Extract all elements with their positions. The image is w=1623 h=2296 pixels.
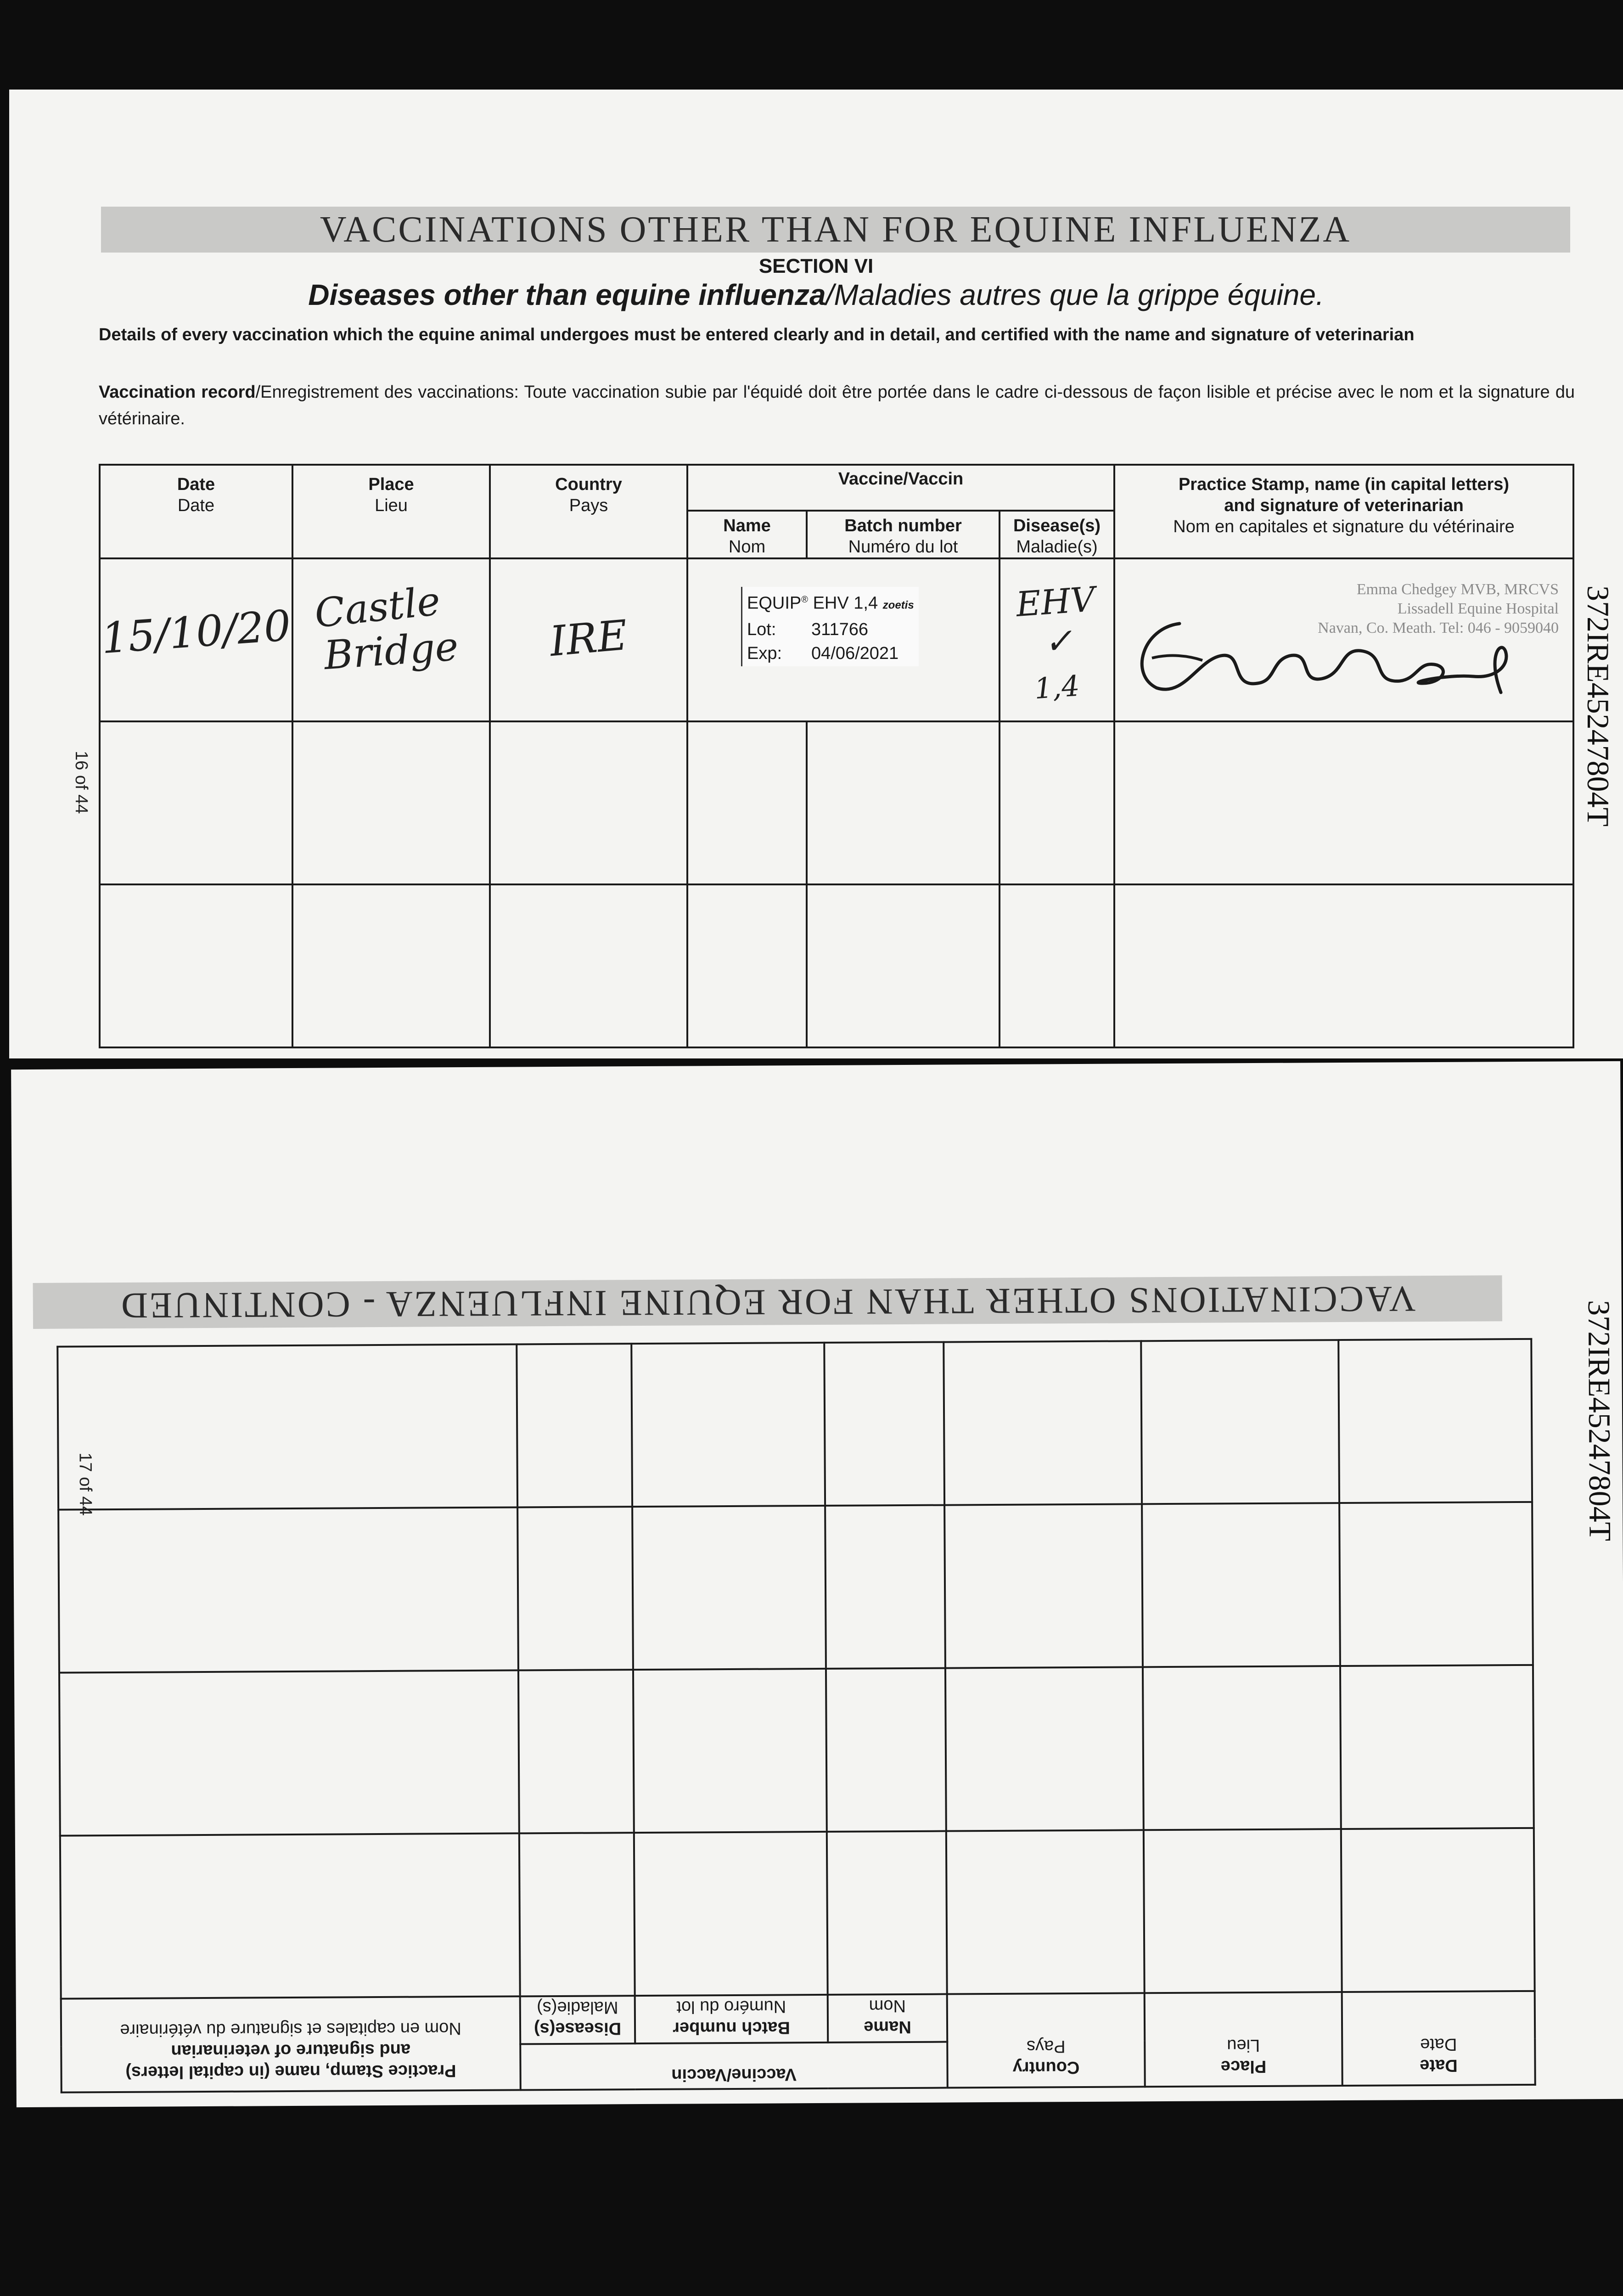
- banner-title: VACCINATIONS OTHER THAN FOR EQUINE INFLUENZA: [320, 209, 1352, 250]
- entry-vaccine-label: [687, 558, 1000, 721]
- header-batch-number: Batch number Numéro du lot: [635, 1995, 828, 2043]
- entry-practice-stamp: [1114, 558, 1573, 721]
- empty-cell: [60, 1833, 520, 1998]
- table-row: [59, 1665, 1534, 1836]
- empty-cell: [1144, 1829, 1342, 1993]
- instructions-en: Details of every vaccination which the equine animal undergoes must be entered clearly and in detail, and certified with the name and signature of veterinarian: [99, 325, 1415, 344]
- header-diseases: Disease(s) Maladie(s): [1000, 511, 1114, 558]
- entry-date: 15/10/20: [100, 558, 292, 721]
- passport-page-17: [11, 1061, 1623, 2107]
- header-place: Place Lieu: [292, 465, 490, 558]
- header-vaccine-name: Name Nom: [828, 1994, 948, 2043]
- passport-id: 372IRE45247804T: [1581, 585, 1616, 827]
- empty-cell: [519, 1833, 635, 1996]
- banner-title: VACCINATIONS OTHER THAN FOR EQUINE INFLUENZA - CONTINUED: [119, 1278, 1416, 1326]
- empty-cell: [1141, 1340, 1339, 1504]
- vaccination-table-continued: [56, 1338, 1536, 2093]
- header-vaccine: Vaccine/Vaccin: [520, 2042, 948, 2090]
- empty-cell: [518, 1670, 634, 1833]
- passport-page-16: [9, 90, 1623, 1058]
- vaccination-table: [99, 464, 1574, 1048]
- empty-cell: [634, 1832, 828, 1996]
- empty-cell: [58, 1507, 518, 1672]
- page-number: 16 of 44: [72, 751, 91, 814]
- table-row: [60, 1828, 1535, 1999]
- header-date: Date Date: [100, 465, 292, 558]
- empty-cell: [1114, 721, 1573, 884]
- empty-cell: [824, 1342, 944, 1506]
- page-number: 17 of 44: [75, 1452, 95, 1516]
- passport-id: 372IRE45247804T: [1581, 1300, 1618, 1542]
- empty-cell: [517, 1344, 632, 1507]
- section-label: SECTION VI: [758, 255, 874, 277]
- empty-cell: [1142, 1503, 1340, 1667]
- empty-cell: [1000, 721, 1114, 884]
- empty-cell: [57, 1344, 517, 1509]
- entry-place: Castle Bridge: [292, 558, 490, 721]
- section-subtitle: Diseases other than equine influenza/Maladies autres que la grippe équine.: [308, 278, 1324, 311]
- upside-down-content: [11, 1061, 1623, 2107]
- header-country: Country Pays: [490, 465, 687, 558]
- table-row: [100, 884, 1573, 1047]
- empty-cell: [490, 721, 687, 884]
- header-vaccine-name: Name Nom: [687, 511, 807, 558]
- empty-cell: [100, 884, 292, 1047]
- empty-cell: [1338, 1339, 1532, 1503]
- empty-cell: [826, 1668, 946, 1832]
- header-country: Country Pays: [947, 1993, 1145, 2088]
- empty-cell: [1339, 1502, 1533, 1666]
- empty-cell: [807, 721, 1000, 884]
- entry-country: IRE: [490, 558, 687, 721]
- header-practice-stamp: Practice Stamp, name (in capital letters) and signature of veterinarian Nom en capitales et signature du vétérinaire: [1114, 465, 1573, 558]
- empty-cell: [100, 721, 292, 884]
- section-banner: [101, 207, 1570, 253]
- table-row: [100, 721, 1573, 884]
- header-diseases: Disease(s) Maladie(s): [520, 1996, 635, 2044]
- header-date: Date Date: [1342, 1991, 1535, 2086]
- empty-cell: [943, 1341, 1142, 1505]
- empty-cell: [944, 1504, 1143, 1668]
- empty-cell: [517, 1507, 633, 1670]
- empty-cell: [59, 1670, 519, 1835]
- empty-cell: [490, 884, 687, 1047]
- empty-cell: [825, 1505, 945, 1669]
- header-batch-number: Batch number Numéro du lot: [807, 511, 1000, 558]
- table-row: [58, 1502, 1533, 1673]
- empty-cell: [687, 884, 807, 1047]
- table-row: [57, 1339, 1532, 1510]
- entry-disease: EHV ✓ 1,4: [1000, 558, 1114, 721]
- empty-cell: [292, 884, 490, 1047]
- instructions-fr: Vaccination record/Enregistrement des vaccinations: Toute vaccination subie par l'équidé doit être portée dans le cadre ci-dessous de façon lisible et précise avec le nom et la signature du vétérinaire.: [99, 383, 1575, 428]
- empty-cell: [292, 721, 490, 884]
- header-place: Place Lieu: [1145, 1992, 1342, 2087]
- empty-cell: [945, 1667, 1144, 1831]
- empty-cell: [946, 1830, 1145, 1994]
- empty-cell: [1340, 1665, 1534, 1829]
- vaccine-sticker: EQUIP® EHV 1,4 zoetis Lot: 311766 Exp: 04/06/2021: [741, 587, 919, 666]
- empty-cell: [1114, 884, 1573, 1047]
- empty-cell: [827, 1831, 947, 1995]
- empty-cell: [633, 1669, 827, 1833]
- table-row: [100, 558, 1573, 721]
- empty-cell: [1143, 1666, 1341, 1830]
- empty-cell: [687, 721, 807, 884]
- empty-cell: [632, 1506, 826, 1670]
- practice-stamp: Emma Chedgey MVB, MRCVS Lissadell Equine Hospital Navan, Co. Meath. Tel: 046 - 9059040: [1318, 581, 1559, 636]
- empty-cell: [807, 884, 1000, 1047]
- veterinarian-signature: [1124, 596, 1538, 715]
- empty-cell: [631, 1343, 825, 1507]
- header-practice-stamp: Practice Stamp, name (in capital letters) and signature of veterinarian Nom en capitales et signature du vétérinaire: [61, 1996, 521, 2092]
- empty-cell: [1341, 1828, 1535, 1992]
- empty-cell: [1000, 884, 1114, 1047]
- section-banner: [33, 1275, 1502, 1329]
- header-vaccine: Vaccine/Vaccin: [687, 465, 1114, 511]
